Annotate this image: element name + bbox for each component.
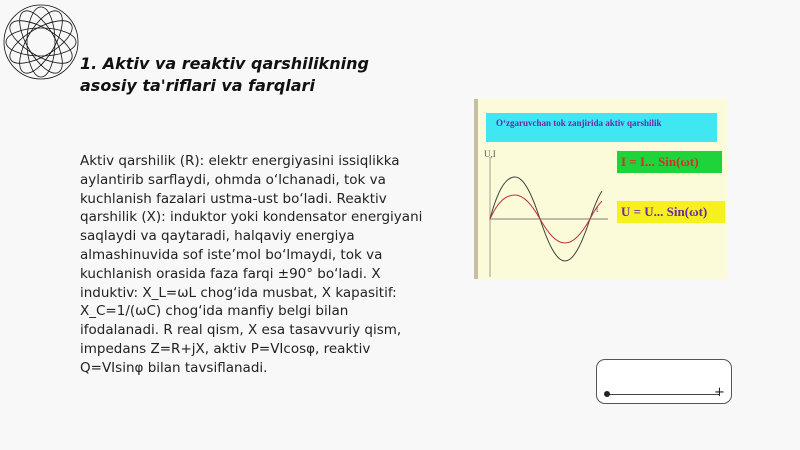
slide-title-line-1: 1. Aktiv va reaktiv qarshilikning — [80, 54, 369, 73]
slider-handle[interactable] — [604, 391, 610, 397]
slider-widget[interactable] — [596, 359, 732, 404]
figure-header-text: O‘zgaruvchan tok zanjirida aktiv qarshilik — [496, 118, 662, 128]
axis-y-label: U,I — [484, 149, 496, 159]
slide-title — [80, 53, 400, 97]
sine-wave-plot — [484, 149, 610, 277]
ac-resistance-figure — [474, 99, 727, 279]
slider-track[interactable] — [607, 394, 719, 395]
spirograph-logo-icon — [2, 3, 80, 81]
plus-icon[interactable]: + — [714, 385, 725, 400]
axis-x-label: t — [596, 204, 599, 214]
figure-header — [486, 113, 717, 142]
slide-body-text: Aktiv qarshilik (R): elektr energiyasini issiqlikka aylantirib sarflaydi, ohmda o‘lchanadi, tok va kuchlanish fazalari ustma-ust bo‘ladi. Reaktiv qarshilik (X): induktor yoki kondensator energiyani saqlaydi va qaytaradi, halqaviy energiya almashinuvida sof iste’mol bo‘lmaydi, tok va kuchlanish orasida faza farqi ±90° bo‘ladi. X induktiv: X_L=ωL chog‘ida musbat, X kapasitif: X_C=1/(ωC) chog‘ida manfiy belgi bilan ifodalanadi. R real qism, X esa tasavvuriy qism, impedans Z=R+jX, aktiv P=VIcosφ, reaktiv Q=VIsinφ bilan tavsiflanadi. — [80, 153, 423, 376]
current-equation: I = I... Sin(ωt) — [617, 151, 722, 173]
voltage-equation: U = U... Sin(ωt) — [617, 201, 725, 223]
slide-title-line-2: asosiy ta'riflari va farqlari — [80, 76, 315, 95]
